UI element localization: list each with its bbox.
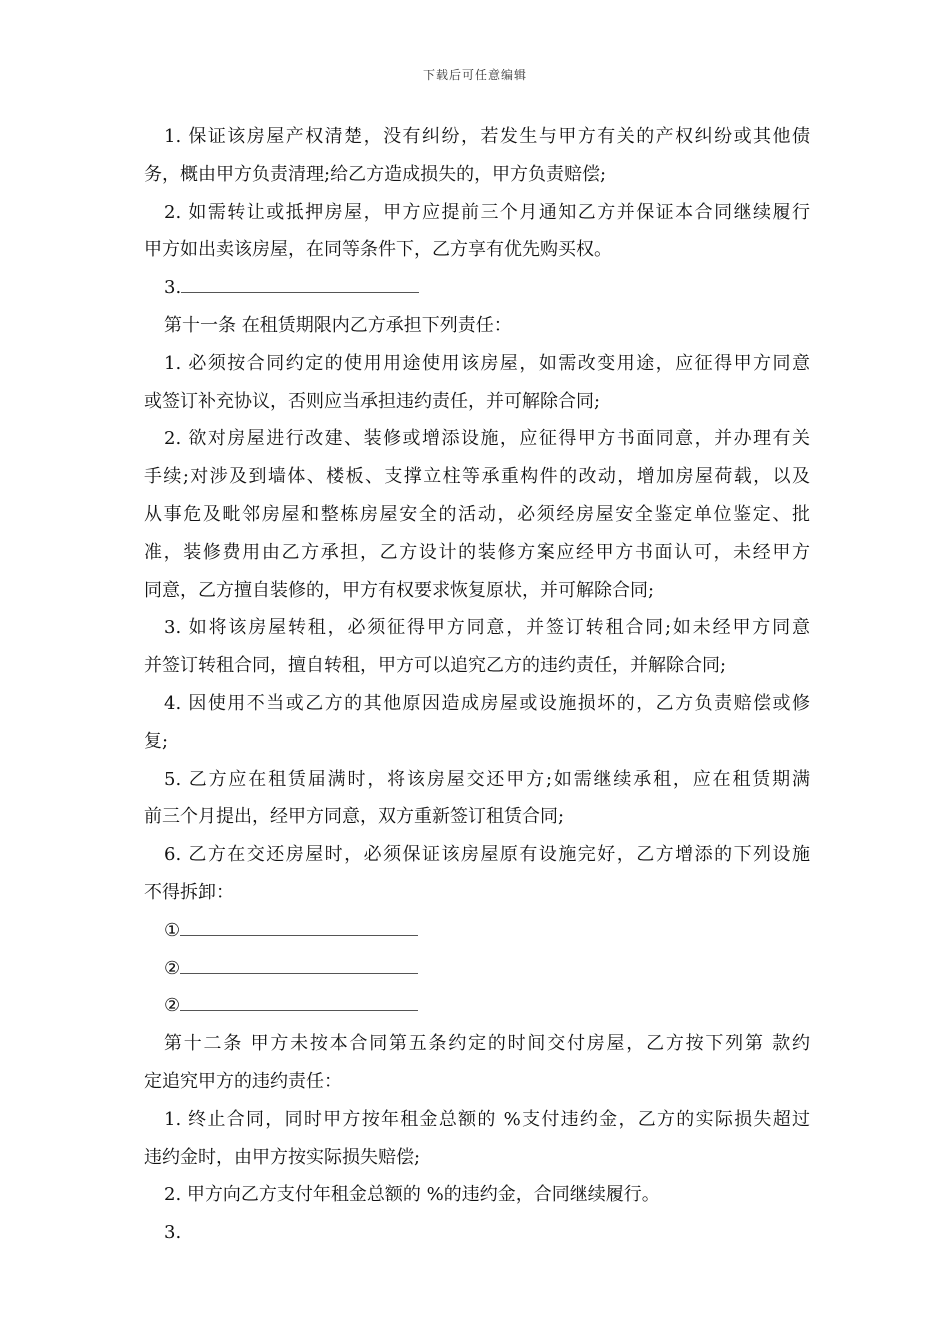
text-line-content: 3. xyxy=(164,1222,182,1244)
text-line-content: 前三个月提出，经甲方同意，双方重新签订租赁合同; xyxy=(144,806,565,828)
text-line xyxy=(144,118,810,156)
document-body xyxy=(144,118,810,1252)
text-line xyxy=(144,685,810,723)
fill-in-blank xyxy=(181,278,419,293)
text-line xyxy=(144,307,810,345)
text-line xyxy=(144,1101,810,1139)
text-line-content: ② xyxy=(164,957,181,979)
text-line-content: 手续;对涉及到墙体、楼板、支撑立柱等承重构件的改动，增加房屋荷载，以及 xyxy=(144,466,810,488)
text-line-content: 2. 甲方向乙方支付年租金总额的 %的违约金，合同继续履行。 xyxy=(164,1184,660,1206)
text-line-content: 1. 保证该房屋产权清楚，没有纠纷，若发生与甲方有关的产权纠纷或其他债 xyxy=(164,126,810,147)
text-line-content: 违约金时，由甲方按实际损失赔偿; xyxy=(144,1146,421,1168)
text-line xyxy=(144,950,810,988)
text-line-content: 2. 如需转让或抵押房屋，甲方应提前三个月通知乙方并保证本合同继续履行 xyxy=(164,201,810,223)
text-line-content: 或签订补充协议，否则应当承担违约责任，并可解除合同; xyxy=(144,390,601,412)
text-line-content: 1. 终止合同，同时甲方按年租金总额的 %支付违约金，乙方的实际损失超过 xyxy=(164,1108,810,1130)
text-line-content: 不得拆卸： xyxy=(144,881,234,903)
text-line xyxy=(144,647,810,685)
text-line xyxy=(144,798,810,836)
text-line xyxy=(144,836,810,874)
text-line xyxy=(144,1214,810,1252)
text-line xyxy=(144,156,810,194)
text-line xyxy=(144,912,810,950)
text-line-content: 第十二条 甲方未按本合同第五条约定的时间交付房屋，乙方按下列第 款约 xyxy=(164,1033,810,1055)
page-header: 下载后可任意编辑 xyxy=(422,68,527,82)
text-line xyxy=(144,1025,810,1063)
text-line xyxy=(144,383,810,421)
text-line-content: 准，装修费用由乙方承担，乙方设计的装修方案应经甲方书面认可，未经甲方 xyxy=(144,541,810,563)
text-line-content: 第十一条 在租赁期限内乙方承担下列责任： xyxy=(164,314,512,336)
text-line xyxy=(144,761,810,799)
text-line-content: 6. 乙方在交还房屋时，必须保证该房屋原有设施完好，乙方增添的下列设施 xyxy=(164,844,810,866)
text-line-content: ① xyxy=(164,919,181,941)
text-line xyxy=(144,609,810,647)
text-line-content: 定追究甲方的违约责任： xyxy=(144,1070,342,1092)
text-line xyxy=(144,534,810,572)
text-line-content: 复; xyxy=(144,730,169,752)
text-line-content: 务，概由甲方负责清理;给乙方造成损失的，甲方负责赔偿; xyxy=(144,163,607,185)
text-line xyxy=(144,1063,810,1101)
text-line-content: 从事危及毗邻房屋和整栋房屋安全的活动，必须经房屋安全鉴定单位鉴定、批 xyxy=(144,503,810,525)
text-line-content: 3. xyxy=(164,277,182,299)
text-line-content: 同意，乙方擅自装修的，甲方有权要求恢复原状，并可解除合同; xyxy=(144,579,655,601)
text-line xyxy=(144,1139,810,1177)
fill-in-blank xyxy=(180,996,418,1011)
text-line xyxy=(144,723,810,761)
text-line xyxy=(144,496,810,534)
text-line-content: 1. 必须按合同约定的使用用途使用该房屋，如需改变用途，应征得甲方同意 xyxy=(164,352,810,374)
text-line xyxy=(144,458,810,496)
text-line xyxy=(144,420,810,458)
fill-in-blank xyxy=(180,959,418,974)
text-line-content: ② xyxy=(164,995,181,1017)
text-line-content: 甲方如出卖该房屋，在同等条件下，乙方享有优先购买权。 xyxy=(144,239,612,261)
text-line xyxy=(144,874,810,912)
text-line xyxy=(144,194,810,232)
text-line xyxy=(144,987,810,1025)
text-line xyxy=(144,231,810,269)
text-line-content: 3. 如将该房屋转租，必须征得甲方同意，并签订转租合同;如未经甲方同意 xyxy=(164,617,810,639)
text-line xyxy=(144,345,810,383)
text-line-content: 5. 乙方应在租赁届满时，将该房屋交还甲方;如需继续承租，应在租赁期满 xyxy=(164,768,810,790)
text-line-content: 2. 欲对房屋进行改建、装修或增添设施，应征得甲方书面同意，并办理有关 xyxy=(164,428,810,450)
text-line-content: 并签订转租合同，擅自转租，甲方可以追究乙方的违约责任，并解除合同; xyxy=(144,655,727,677)
text-line-content: 4. 因使用不当或乙方的其他原因造成房屋或设施损坏的，乙方负责赔偿或修 xyxy=(164,692,810,714)
text-line xyxy=(144,269,810,307)
text-line xyxy=(144,572,810,610)
text-line xyxy=(144,1176,810,1214)
fill-in-blank xyxy=(180,921,418,936)
